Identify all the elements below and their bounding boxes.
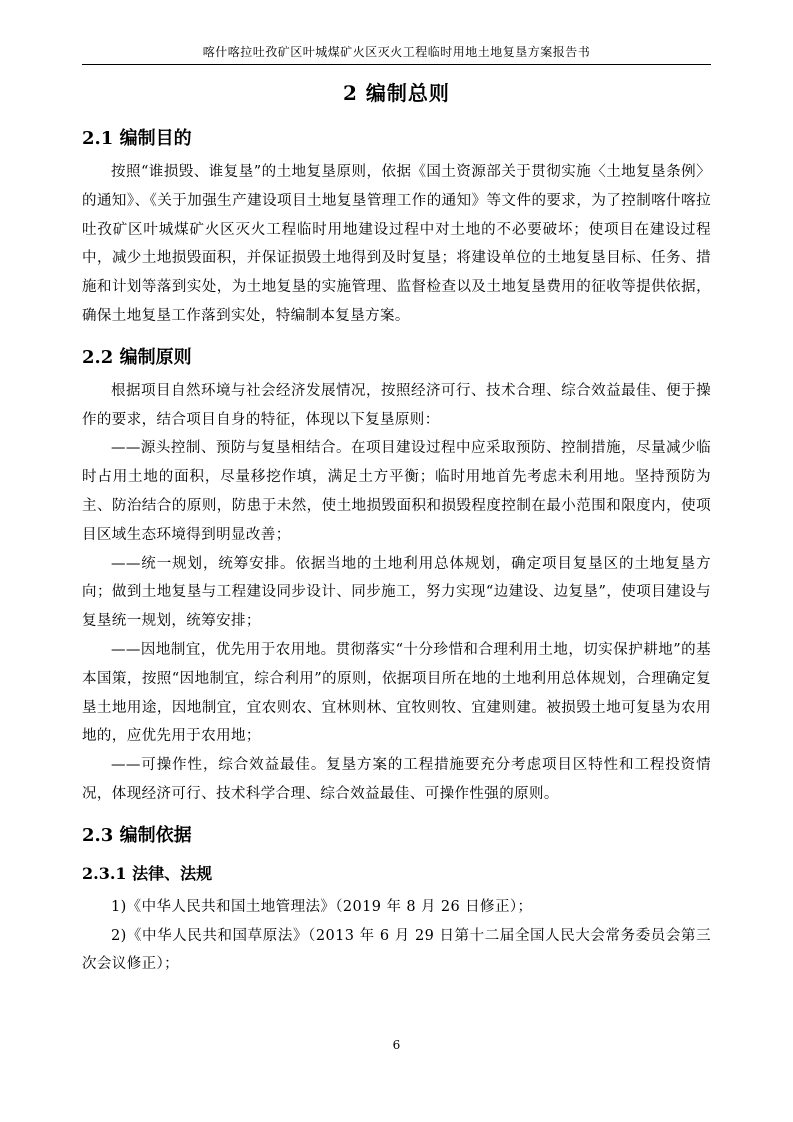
header-rule — [82, 64, 711, 65]
list-item: 2)《中华人民共和国草原法》（2013 年 6 月 29 日第十二届全国人民大会常务委员会第三次会议修正）； — [82, 927, 711, 973]
paragraph: 按照“谁损毁、谁复垦”的土地复垦原则，依据《国土资源部关于贯彻实施〈土地复垦条例〉的通知》、《关于加强生产建设项目土地复垦管理工作的通知》等文件的要求，为了控制喀什喀拉吐孜矿区叶城煤矿火区灭火工程临时用地建设过程中对土地的不必要破坏；使项目在建设过程中，减少土地损毁面积，并保证损毁土地得到及时复垦；将建设单位的土地复垦目标、任务、措施和计划等落到实处，为土地复垦的实施管理、监督检查以及土地复垦费用的征收等提供依据，确保土地复垦工作落到实处，特编制本复垦方案。 — [82, 164, 711, 324]
page-body — [82, 70, 711, 979]
paragraph: ——源头控制、预防与复垦相结合。在项目建设过程中应采取预防、控制措施，尽量减少临时占用土地的面积，尽量移挖作填，满足土方平衡；临时用地首先考虑未利用地。坚持预防为主、防治结合的原则，防患于未然，使土地损毁面积和损毁程度控制在最小范围和限度内，使项目区域生态环境得到明显改善； — [82, 440, 711, 543]
page-number: 6 — [392, 1038, 401, 1052]
section-heading-2-1: 2.1 编制目的 — [82, 128, 192, 149]
section-heading-2-2: 2.2 编制原则 — [82, 346, 192, 368]
paragraph: ——统一规划，统筹安排。依据当地的土地利用总体规划，确定项目复垦区的土地复垦方向；做到土地复垦与工程建设同步设计、同步施工，努力实现“边建设、边复垦”，使项目建设与复垦统一规划，统筹安排； — [82, 555, 711, 630]
chapter-title: 2 编制总则 — [343, 81, 450, 105]
running-header: 喀什喀拉吐孜矿区叶城煤矿火区灭火工程临时用地土地复垦方案报告书 — [202, 45, 591, 59]
paragraph: 根据项目自然环境与社会经济发展情况，按照经济可行、技术合理、综合效益最佳、便于操作的要求，结合项目自身的特征，体现以下复垦原则： — [82, 382, 711, 428]
subsection-heading-2-3-1: 2.3.1 法律、法规 — [82, 863, 213, 883]
paragraph: ——可操作性，综合效益最佳。复垦方案的工程措施要充分考虑项目区特性和工程投资情况，体现经济可行、技术科学合理、综合效益最佳、可操作性强的原则。 — [82, 757, 711, 802]
paragraph: ——因地制宜，优先用于农用地。贯彻落实“十分珍惜和合理利用土地，切实保护耕地”的基本国策，按照“因地制宜，综合利用”的原则，依据项目所在地的土地利用总体规划，合理确定复垦土地用途，因地制宜，宜农则农、宜林则林、宜牧则牧、宜建则建。被损毁土地可复垦为农用地的，应优先用于农用地； — [82, 641, 711, 745]
section-heading-2-3: 2.3 编制依据 — [82, 824, 192, 846]
list-item: 1)《中华人民共和国土地管理法》（2019 年 8 月 26 日修正）； — [111, 898, 533, 915]
